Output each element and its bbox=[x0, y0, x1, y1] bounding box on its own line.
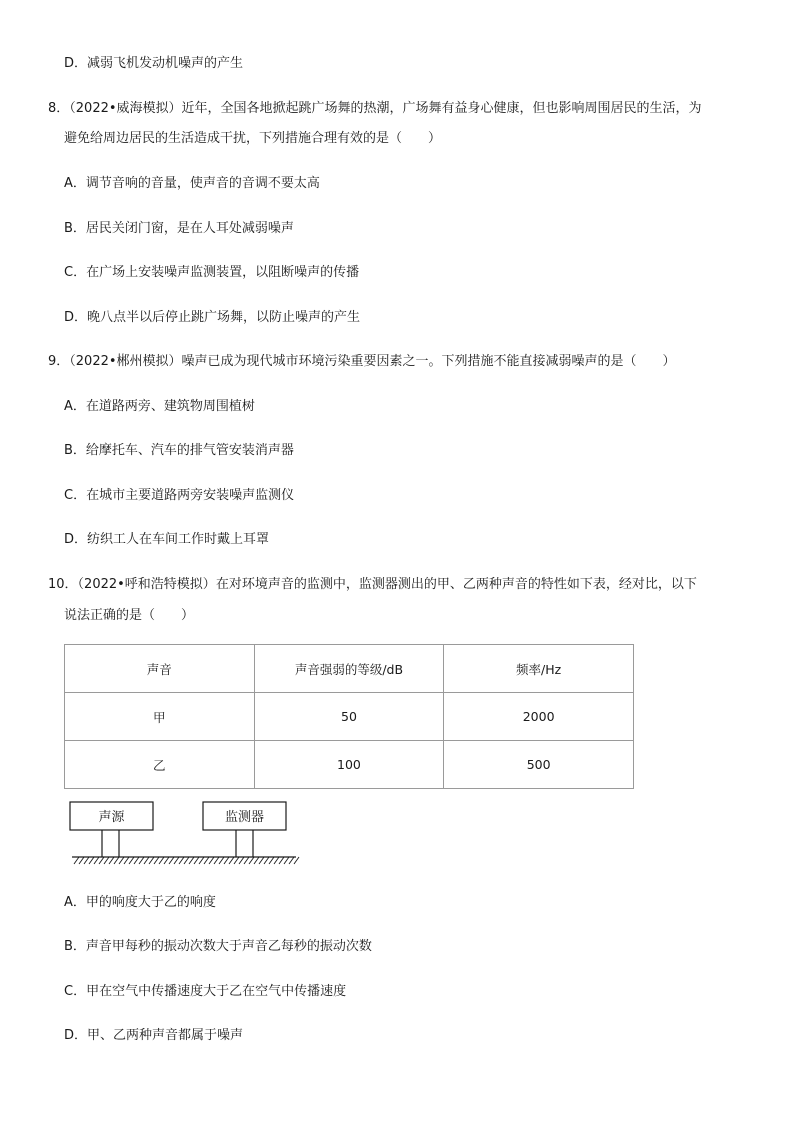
table-cell-frequency: 2000 bbox=[444, 693, 634, 741]
ground-hatching bbox=[74, 857, 299, 864]
ground-hatch-line bbox=[119, 857, 124, 864]
table-header-frequency: 频率/Hz bbox=[444, 645, 634, 693]
ground-hatch-line bbox=[209, 857, 214, 864]
ground-hatch-line bbox=[129, 857, 134, 864]
ground-hatch-line bbox=[94, 857, 99, 864]
ground-hatch-line bbox=[224, 857, 229, 864]
q9-stem-text-1: 噪声已成为现代城市环境污染重要因素之一。下列措施不能直接减弱噪声的是（ ） bbox=[181, 354, 676, 369]
table-row bbox=[65, 741, 634, 789]
ground-hatch-line bbox=[139, 857, 144, 864]
q8-stem-line2: 避免给周边居民的生活造成干扰，下列措施合理有效的是（ ） bbox=[64, 131, 442, 146]
q10-option-a: A．甲的响度大于乙的响度 bbox=[64, 895, 216, 910]
ground-hatch-line bbox=[149, 857, 154, 864]
ground-hatch-line bbox=[254, 857, 259, 864]
ground-hatch-line bbox=[159, 857, 164, 864]
q10-option-b: B．声音甲每秒的振动次数大于声音乙每秒的振动次数 bbox=[64, 939, 372, 954]
table-header-level: 声音强弱的等级/dB bbox=[254, 645, 444, 693]
ground-hatch-line bbox=[84, 857, 89, 864]
ground-hatch-line bbox=[154, 857, 159, 864]
q10-source: （2022•呼和浩特模拟） bbox=[77, 577, 216, 592]
ground-hatch-line bbox=[104, 857, 109, 864]
ground-hatch-line bbox=[124, 857, 129, 864]
ground-hatch-line bbox=[79, 857, 84, 864]
ground-hatch-line bbox=[284, 857, 289, 864]
ground-hatch-line bbox=[114, 857, 119, 864]
ground-hatch-line bbox=[189, 857, 194, 864]
q10-stem-line2: 说法正确的是（ ） bbox=[64, 608, 195, 623]
ground-hatch-line bbox=[164, 857, 169, 864]
ground-hatch-line bbox=[249, 857, 254, 864]
ground-hatch-line bbox=[144, 857, 149, 864]
ground-hatch-line bbox=[229, 857, 234, 864]
q8-stem-text-1: 近年，全国各地掀起跳广场舞的热潮，广场舞有益身心健康，但也影响周围居民的生活，为 bbox=[181, 101, 702, 116]
ground-hatch-line bbox=[89, 857, 94, 864]
q8-option-a: A．调节音响的音量，使声音的音调不要太高 bbox=[64, 176, 320, 191]
table-cell-sound: 乙 bbox=[65, 741, 255, 789]
ground-hatch-line bbox=[234, 857, 239, 864]
q9-number: 9． bbox=[48, 354, 70, 369]
table-header-sound: 声音 bbox=[65, 645, 255, 693]
ground-hatch-line bbox=[274, 857, 279, 864]
ground-hatch-line bbox=[184, 857, 189, 864]
q9-source: （2022•郴州模拟） bbox=[69, 354, 182, 369]
ground-hatch-line bbox=[194, 857, 199, 864]
ground-hatch-line bbox=[74, 857, 79, 864]
ground-hatch-line bbox=[204, 857, 209, 864]
ground-hatch-line bbox=[244, 857, 249, 864]
q8-stem-line1 bbox=[48, 100, 702, 118]
ground-hatch-line bbox=[294, 857, 299, 864]
sound-source-label: 声源 bbox=[98, 810, 125, 825]
table-cell-sound: 甲 bbox=[65, 693, 255, 741]
ground-hatch-line bbox=[169, 857, 174, 864]
ground-hatch-line bbox=[289, 857, 294, 864]
ground-hatch-line bbox=[174, 857, 179, 864]
q7-option-d: D．减弱飞机发动机噪声的产生 bbox=[64, 56, 244, 71]
table-row bbox=[65, 693, 634, 741]
table-cell-level: 100 bbox=[254, 741, 444, 789]
ground-hatch-line bbox=[134, 857, 139, 864]
q10-option-d: D．甲、乙两种声音都属于噪声 bbox=[64, 1028, 244, 1043]
ground-hatch-line bbox=[259, 857, 264, 864]
q8-option-b: B．居民关闭门窗，是在人耳处减弱噪声 bbox=[64, 221, 294, 236]
q9-option-a: A．在道路两旁、建筑物周围植树 bbox=[64, 399, 255, 414]
ground-hatch-line bbox=[199, 857, 204, 864]
source-monitor-diagram bbox=[68, 800, 300, 866]
table-header-row bbox=[65, 645, 634, 693]
table-cell-level: 50 bbox=[254, 693, 444, 741]
q8-number: 8． bbox=[48, 101, 70, 116]
q9-option-c: C．在城市主要道路两旁安装噪声监测仪 bbox=[64, 488, 295, 503]
q10-number: 10． bbox=[48, 577, 78, 592]
q9-stem-line1 bbox=[48, 353, 676, 371]
ground-hatch-line bbox=[109, 857, 114, 864]
ground-hatch-line bbox=[99, 857, 104, 864]
ground-hatch-line bbox=[219, 857, 224, 864]
q8-option-c: C．在广场上安装噪声监测装置，以阻断噪声的传播 bbox=[64, 265, 360, 280]
ground-hatch-line bbox=[269, 857, 274, 864]
ground-hatch-line bbox=[214, 857, 219, 864]
table-cell-frequency: 500 bbox=[444, 741, 634, 789]
q10-stem-line1 bbox=[48, 576, 697, 594]
q8-source: （2022•威海模拟） bbox=[69, 101, 182, 116]
ground-hatch-line bbox=[179, 857, 184, 864]
ground-hatch-line bbox=[279, 857, 284, 864]
ground-hatch-line bbox=[239, 857, 244, 864]
q8-option-d: D．晚八点半以后停止跳广场舞，以防止噪声的产生 bbox=[64, 310, 361, 325]
ground-hatch-line bbox=[264, 857, 269, 864]
q9-option-b: B．给摩托车、汽车的排气管安装消声器 bbox=[64, 443, 294, 458]
monitor-label: 监测器 bbox=[224, 810, 265, 825]
q10-stem-text-1: 在对环境声音的监测中，监测器测出的甲、乙两种声音的特性如下表，经对比，以下 bbox=[215, 577, 697, 592]
sound-characteristics-table bbox=[64, 644, 634, 789]
q10-option-c: C．甲在空气中传播速度大于乙在空气中传播速度 bbox=[64, 984, 347, 999]
q9-option-d: D．纺织工人在车间工作时戴上耳罩 bbox=[64, 532, 270, 547]
